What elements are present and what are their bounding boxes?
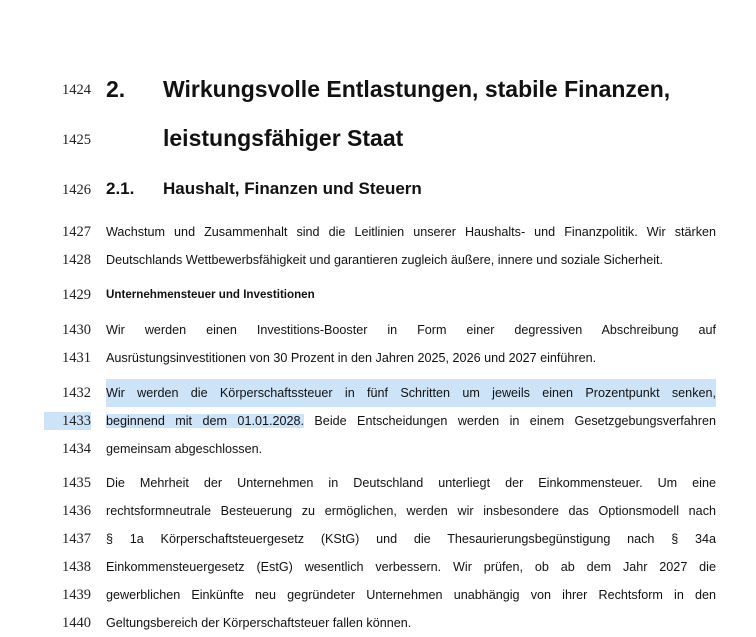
line-number: 1429 <box>62 287 91 303</box>
paragraph-2 <box>106 316 716 372</box>
text-line: Wachstum und Zusammenhalt sind die Leitlinien unserer Haushalts- und Finanzpolitik. Wir stärken <box>106 225 716 239</box>
text-line: gemeinsam abgeschlossen. <box>106 442 263 456</box>
line-number: 1436 <box>62 503 91 519</box>
paragraph-3 <box>106 379 716 463</box>
text-line: Ausrüstungsinvestitionen von 30 Prozent in den Jahren 2025, 2026 und 2027 einführen. <box>106 351 597 365</box>
heading2-text: Haushalt, Finanzen und Steuern <box>163 179 422 198</box>
line-number: 1428 <box>62 252 91 268</box>
text-span: Beide Entscheidungen werden in einem Gesetzgebungsverfahren <box>303 414 716 428</box>
line-number: 1437 <box>62 531 91 547</box>
text-line: gewerblichen Einkünfte neu gegründeter Unternehmen unabhängig von ihrer Rechtsform in den <box>106 588 716 602</box>
subheading: Unternehmensteuer und Investitionen <box>106 288 315 301</box>
text-line: § 1a Körperschaftsteuergesetz (KStG) und die Thesaurierungsbegünstigung nach § 34a <box>106 532 716 546</box>
text-line: Wir werden einen Investitions-Booster in Form einer degressiven Abschreibung auf <box>106 323 716 337</box>
text-line: Deutschlands Wettbewerbsfähigkeit und garantieren zugleich äußere, innere und soziale Sicherheit. <box>106 253 664 267</box>
heading1-number: 2. <box>106 76 126 102</box>
line-number: 1432 <box>62 385 91 401</box>
text-line <box>106 407 716 435</box>
line-number: 1435 <box>62 475 91 491</box>
heading1-line1: Wirkungsvolle Entlastungen, stabile Finanzen, <box>163 76 671 102</box>
line-number: 1427 <box>62 224 91 240</box>
line-number: 1439 <box>62 587 91 603</box>
line-number: 1426 <box>62 182 91 198</box>
text-line: Die Mehrheit der Unternehmen in Deutschland unterliegt der Einkommensteuer. Um eine <box>106 476 716 490</box>
text-line-selected[interactable]: Wir werden die Körperschaftssteuer in fünf Schritten um jeweils einen Prozentpunkt senken, <box>106 379 716 407</box>
line-number: 1425 <box>62 132 91 148</box>
text-line: Einkommensteuergesetz (EstG) wesentlich verbessern. Wir prüfen, ob ab dem Jahr 2027 die <box>106 560 716 574</box>
heading1-line2: leistungsfähiger Staat <box>163 125 404 151</box>
text-line: rechtsformneutrale Besteuerung zu ermöglichen, werden wir insbesondere das Optionsmodell nach <box>106 504 716 518</box>
line-number: 1424 <box>62 82 91 98</box>
line-number-selected: 1433 <box>44 412 91 430</box>
paragraph-4 <box>106 469 716 637</box>
line-number: 1431 <box>62 350 91 366</box>
heading2-number: 2.1. <box>106 179 135 198</box>
selected-text[interactable]: beginnend mit dem 01.01.2028. <box>106 414 304 428</box>
line-number: 1430 <box>62 322 91 338</box>
paragraph-1 <box>106 218 716 274</box>
line-number: 1434 <box>62 441 91 457</box>
line-number: 1438 <box>62 559 91 575</box>
text-line: Geltungsbereich der Körperschaftsteuer fallen können. <box>106 616 412 630</box>
line-number: 1440 <box>62 615 91 631</box>
